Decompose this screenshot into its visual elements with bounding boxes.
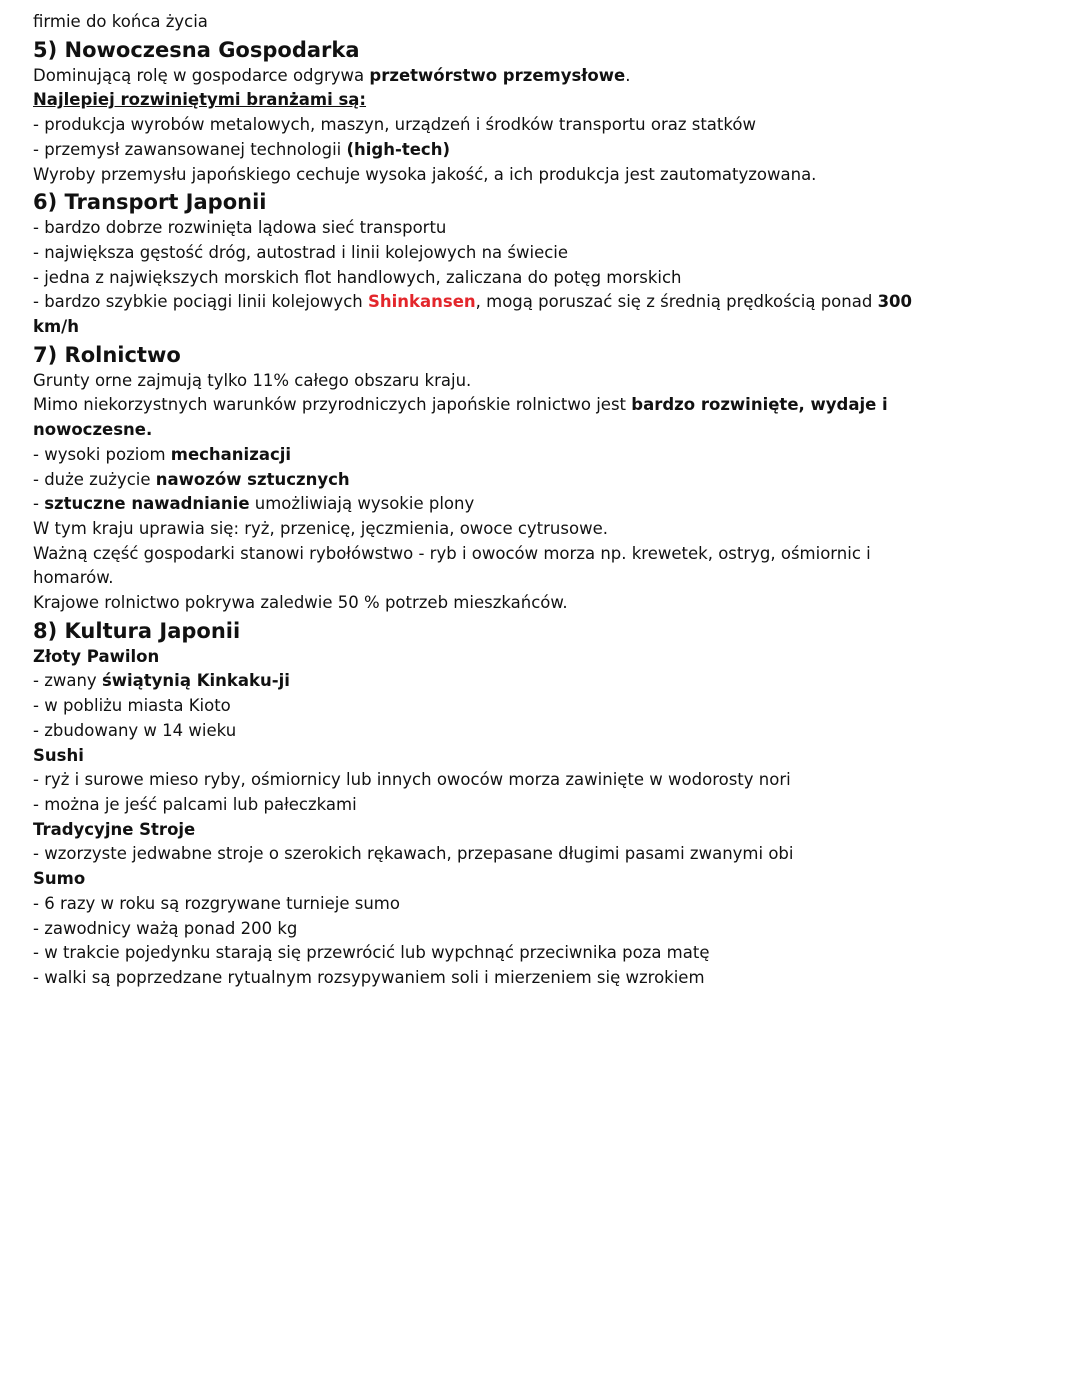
s5-paragraph-1 [33, 64, 913, 89]
s5-bullet-1: - produkcja wyrobów metalowych, maszyn, urządzeń i środków transportu oraz statków [33, 115, 756, 135]
s5-b2-bold: (high-tech) [346, 139, 450, 159]
s8-sushi-bullet-2: - można je jeść palcami lub pałeczkami [33, 794, 357, 814]
s7-p2-bold: bardzo rozwinięte, wydaje i [631, 395, 888, 415]
s5-p1-text: Dominującą rolę w gospodarce odgrywa [33, 65, 370, 85]
s5-bullet-2 [33, 138, 913, 163]
s7-paragraph-3: W tym kraju uprawia się: ryż, przenicę, jęczmienia, owoce cytrusowe. [33, 518, 608, 538]
s5-branches-label [33, 88, 913, 113]
s6-b4-text: - bardzo szybkie pociągi linii kolejowych [33, 292, 368, 312]
s5-p1-end: . [625, 65, 631, 85]
s8-pav-b1-text: - zwany [33, 671, 102, 691]
s8-pavilion-bullet-1 [33, 669, 913, 694]
s7-b3-bold: sztuczne nawadnianie [44, 494, 250, 514]
s7-b3-text: umożliwiają wysokie plony [249, 494, 475, 514]
s7-b3-dash: - [33, 494, 45, 514]
s8-sushi-title: Sushi [33, 745, 84, 765]
s7-bullet-2 [33, 468, 913, 493]
s6-bullet-4 [33, 290, 913, 315]
s5-branches-label-text: Najlepiej rozwiniętymi branżami są: [33, 90, 367, 110]
s5-b2-text: - przemysł zawansowanej technologii [33, 139, 347, 159]
section-8-title: 8) Kultura Japonii [33, 618, 241, 643]
s8-sumo-bullet-2: - zawodnicy ważą ponad 200 kg [33, 918, 298, 938]
s5-p1-bold: przetwórstwo przemysłowe [369, 65, 626, 85]
s7-paragraph-4: Ważną część gospodarki stanowi rybołówstwo - ryb i owoców morza np. krewetek, ostryg, ośmiornic i [33, 543, 871, 563]
s6-bullet-2: - największa gęstość dróg, autostrad i linii kolejowych na świecie [33, 242, 569, 262]
s8-dress-title: Tradycyjne Stroje [33, 819, 196, 839]
s7-paragraph-4-cont: homarów. [33, 568, 114, 588]
s8-pavilion-bullet-2: - w pobliżu miasta Kioto [33, 696, 231, 716]
intro-line: firmie do końca życia [33, 12, 208, 31]
s7-bullet-1 [33, 443, 913, 468]
s8-pavilion-title: Złoty Pawilon [33, 646, 160, 666]
s8-sumo-bullet-3: - w trakcie pojedynku starają się przewrócić lub wypchnąć przeciwnika poza matę [33, 943, 710, 963]
s7-b1-text: - wysoki poziom [33, 444, 171, 464]
s6-bullet-3: - jedna z największych morskich flot handlowych, zaliczana do potęg morskich [33, 267, 682, 287]
s6-bullet-4-cont [33, 315, 913, 340]
s8-sumo-title: Sumo [33, 869, 86, 889]
s7-b2-text: - duże zużycie [33, 469, 156, 489]
s6-b4-shinkansen: Shinkansen [367, 292, 476, 312]
s6-bullet-1: - bardzo dobrze rozwinięta lądowa sieć transportu [33, 218, 447, 238]
s7-p2-bold-2: nowoczesne. [33, 420, 153, 440]
s7-bullet-3 [33, 492, 913, 517]
s6-b4-speed: 300 [877, 292, 913, 312]
s8-pavilion-bullet-3: - zbudowany w 14 wieku [33, 720, 237, 740]
section-6-title: 6) Transport Japonii [33, 190, 267, 215]
s8-sumo-bullet-1: - 6 razy w roku są rozgrywane turnieje sumo [33, 893, 400, 913]
s6-b4-text-2: , mogą poruszać się z średnią prędkością ponad [475, 292, 878, 312]
section-5-title: 5) Nowoczesna Gospodarka [33, 37, 360, 62]
s7-paragraph-5: Krajowe rolnictwo pokrywa zaledwie 50 % potrzeb mieszkańców. [33, 593, 568, 613]
s8-dress-bullet-1: - wzorzyste jedwabne stroje o szerokich rękawach, przepasane długimi pasami zwanymi obi [33, 844, 794, 864]
s7-paragraph-1: Grunty orne zajmują tylko 11% całego obszaru kraju. [33, 370, 472, 390]
s7-b1-bold: mechanizacji [170, 444, 292, 464]
s7-b2-bold: nawozów sztucznych [155, 469, 350, 489]
s7-paragraph-2 [33, 393, 913, 418]
s7-paragraph-2-cont [33, 418, 913, 443]
s7-p2-text: Mimo niekorzystnych warunków przyrodniczych japońskie rolnictwo jest [33, 395, 632, 415]
document-body [33, 10, 913, 991]
s5-paragraph-2: Wyroby przemysłu japońskiego cechuje wysoka jakość, a ich produkcja jest zautomatyzowana. [33, 164, 817, 184]
s6-b4-unit: km/h [33, 317, 79, 337]
section-7-title: 7) Rolnictwo [33, 342, 181, 367]
s8-sumo-bullet-4: - walki są poprzedzane rytualnym rozsypywaniem soli i mierzeniem się wzrokiem [33, 967, 705, 987]
s8-sushi-bullet-1: - ryż i surowe mieso ryby, ośmiornicy lub innych owoców morza zawinięte w wodorosty nori [33, 770, 791, 790]
s8-pav-b1-bold: świątynią Kinkaku-ji [101, 671, 290, 691]
